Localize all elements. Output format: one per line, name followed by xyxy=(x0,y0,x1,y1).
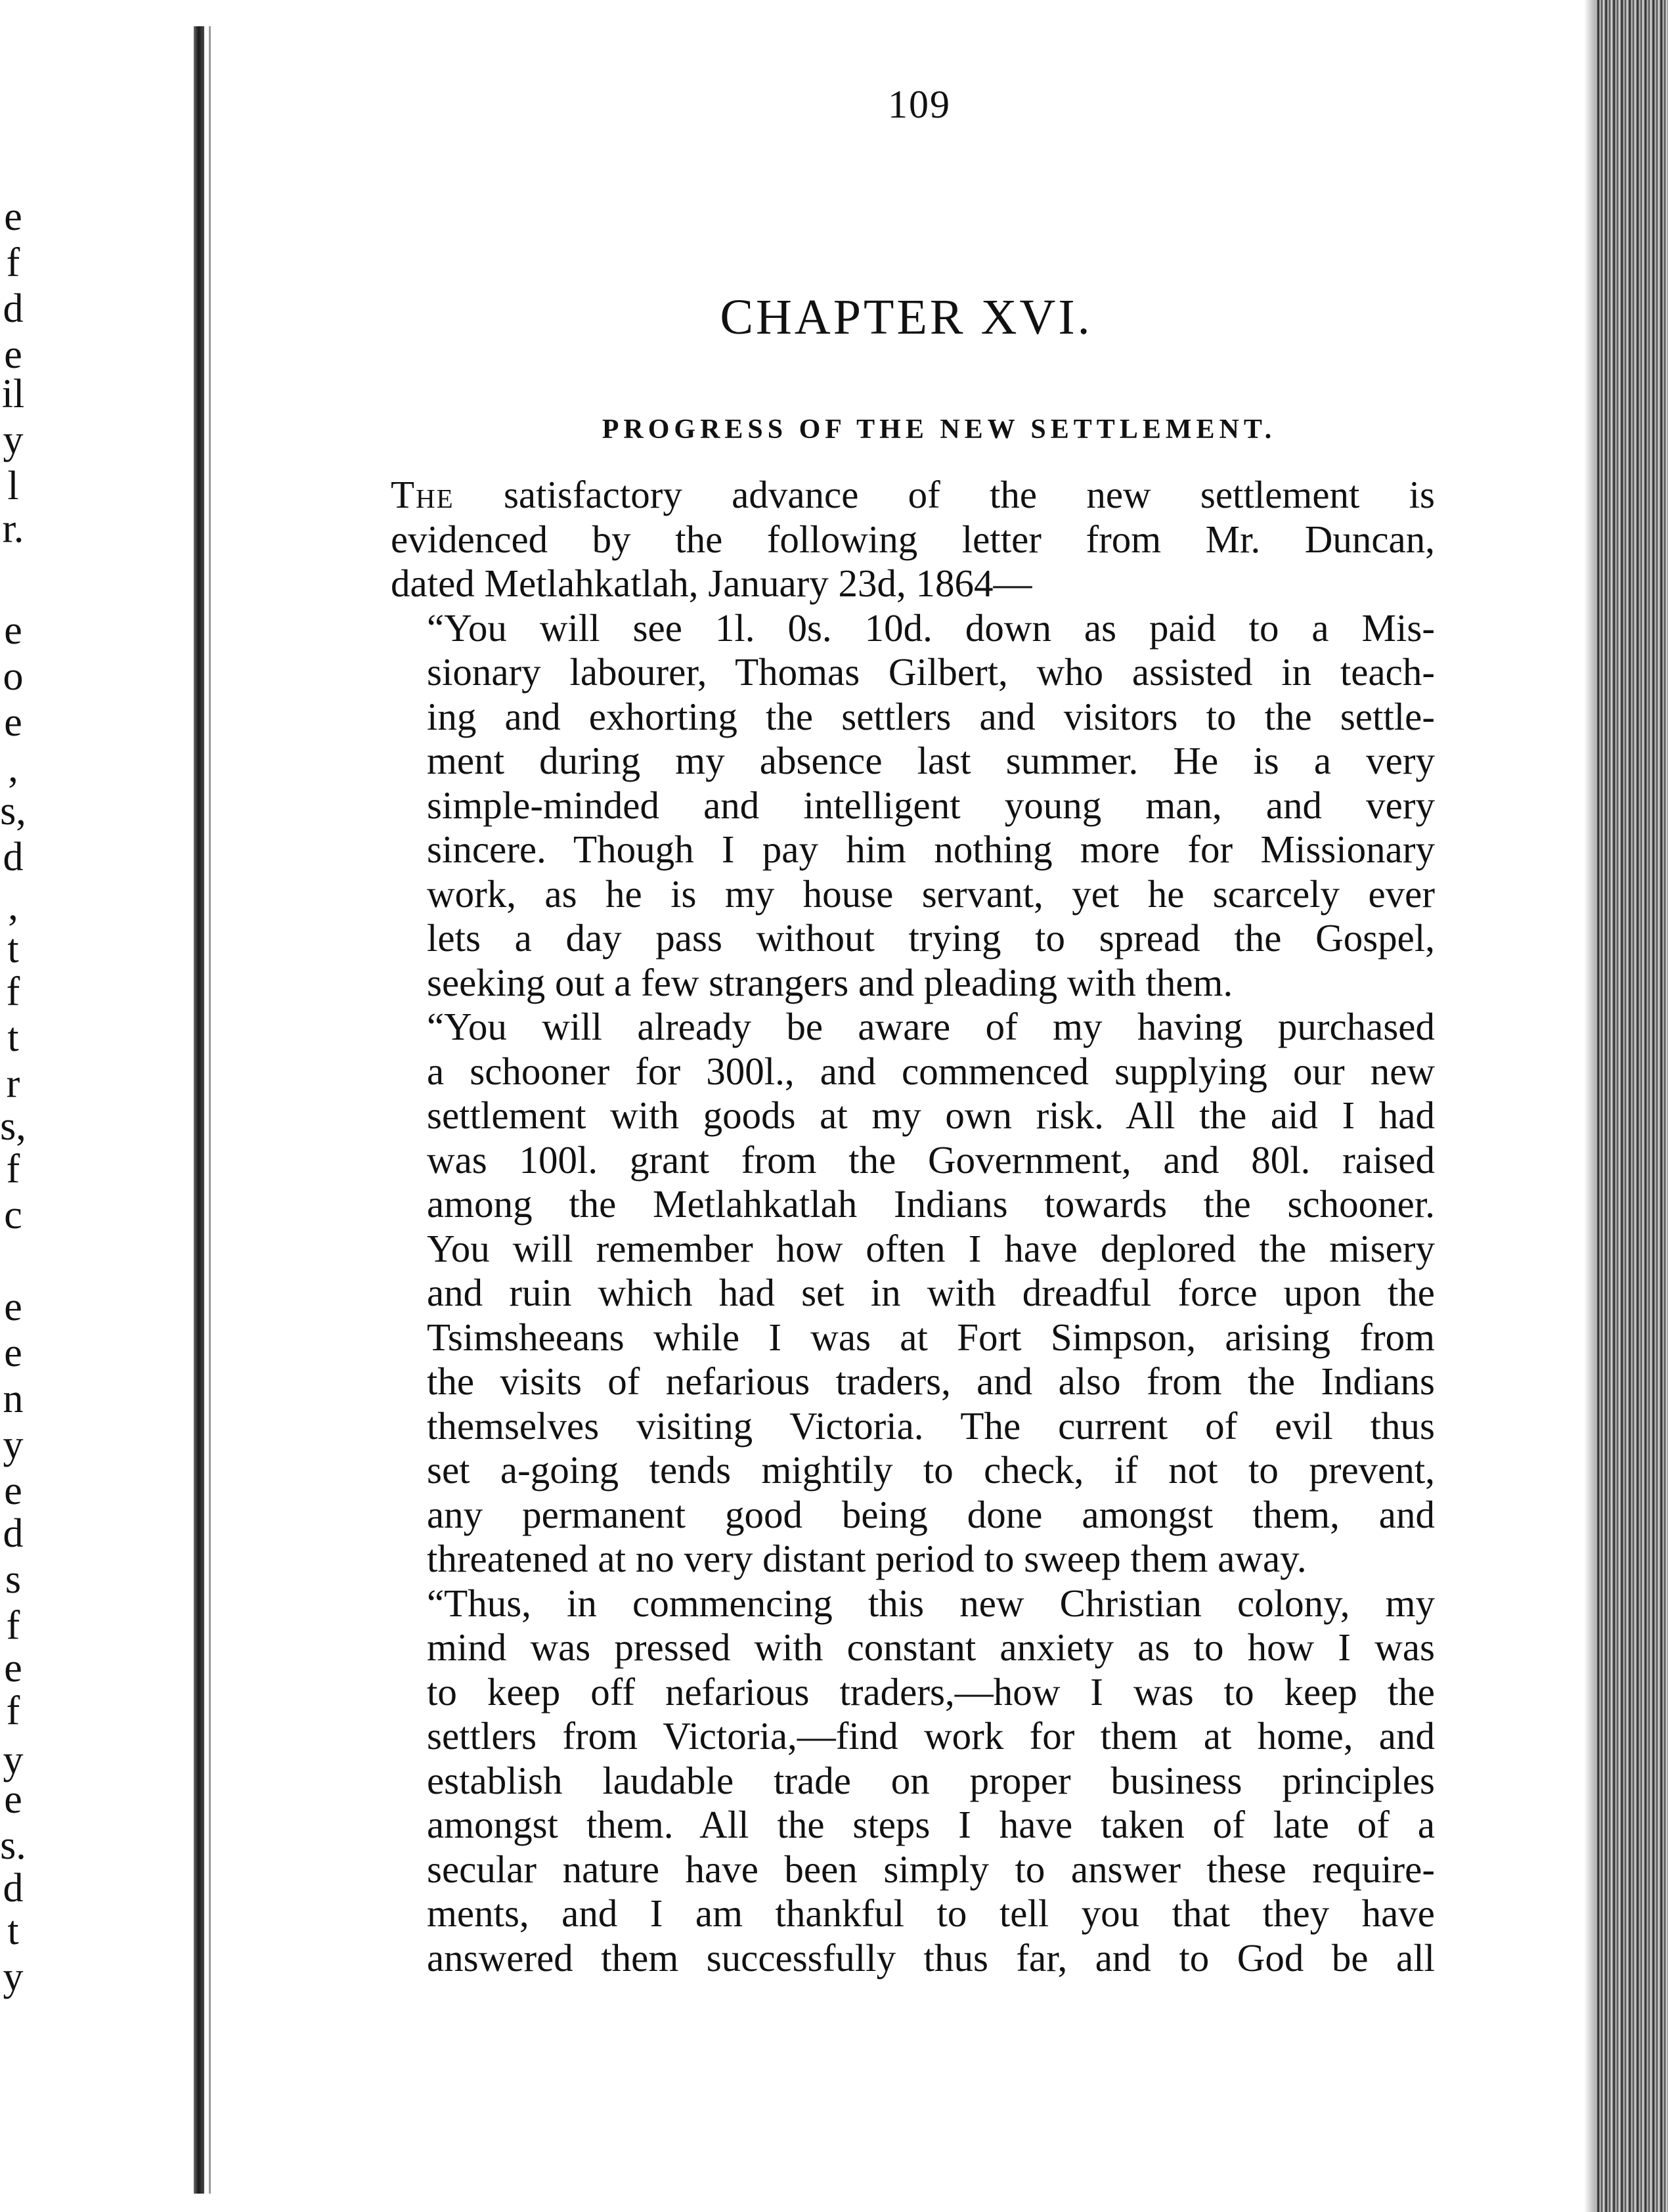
text-line: Tsimsheeans while I was at Fort Simpson, arising from xyxy=(427,1315,1435,1359)
paragraph-2 xyxy=(391,606,1435,1006)
text-line: answered them successfully thus far, and to God be all xyxy=(427,1936,1435,1980)
previous-page-fragment: t xyxy=(7,1015,19,1060)
previous-page-fragment: y xyxy=(3,1423,24,1467)
previous-page-fragment: e xyxy=(4,1646,22,1691)
previous-page-fragment: d xyxy=(3,835,24,879)
previous-page-fragment: e xyxy=(4,1469,22,1513)
text-line: to keep off nefarious traders,—how I was to keep the xyxy=(427,1670,1435,1714)
page-edge-shadow xyxy=(1584,0,1597,2212)
text-line: any permanent good being done amongst them, and xyxy=(427,1492,1435,1536)
text-line: the visits of nefarious traders, and also from the Indians xyxy=(427,1360,1435,1403)
page-gutter xyxy=(194,26,204,2194)
paragraph-1 xyxy=(391,473,1435,606)
paragraph-4 xyxy=(391,1582,1435,1981)
book-page-edges xyxy=(1596,0,1668,2212)
text-line: establish laudable trade on proper business principles xyxy=(427,1758,1435,1802)
previous-page-fragment: e xyxy=(4,1777,22,1822)
text-line: mind was pressed with constant anxiety as to how I was xyxy=(427,1626,1435,1669)
text-line: themselves visiting Victoria. The current of evil thus xyxy=(427,1404,1435,1448)
previous-page-fragment: t xyxy=(7,1909,19,1953)
text-line: ing and exhorting the settlers and visitors to the settle- xyxy=(427,694,1435,738)
previous-page-fragment: d xyxy=(3,1866,24,1911)
paragraph-3 xyxy=(391,1005,1435,1582)
previous-page-fragment: y xyxy=(3,418,24,462)
text-line: evidenced by the following letter from Mr. Duncan, xyxy=(391,517,1435,561)
page-gutter-line xyxy=(209,26,211,2194)
previous-page-fragment: f xyxy=(6,1147,20,1191)
previous-page-fragment: e xyxy=(4,608,22,653)
previous-page-fragment: d xyxy=(3,286,24,331)
text-line: “Thus, in commencing this new Christian colony, my xyxy=(427,1581,1435,1625)
text-line: threatened at no very distant period to sweep them away. xyxy=(427,1537,1307,1580)
text-line: set a-going tends mightily to check, if not to prevent, xyxy=(427,1448,1435,1492)
previous-page-fragment: y xyxy=(3,1738,24,1782)
text-line: settlers from Victoria,—find work for them at home, and xyxy=(427,1714,1435,1758)
previous-page-fragment: r xyxy=(6,1061,20,1106)
previous-page-fragment: y xyxy=(3,1955,24,1999)
text-line: work, as he is my house servant, yet he scarcely ever xyxy=(427,872,1435,916)
previous-page-fragment: s, xyxy=(0,1104,26,1149)
previous-page-fragment: t xyxy=(7,927,19,971)
previous-page-fragment: e xyxy=(4,700,22,745)
text-line: You will remember how often I have deplored the misery xyxy=(427,1226,1435,1270)
text-line: ments, and I am thankful to tell you that they have xyxy=(427,1891,1435,1935)
page-number: 109 xyxy=(888,83,951,126)
previous-page-fragment: f xyxy=(6,1603,20,1648)
previous-page-fragment: f xyxy=(6,240,20,285)
text-line: and ruin which had set in with dreadful force upon the xyxy=(427,1271,1435,1314)
text-line: secular nature have been simply to answer these require- xyxy=(427,1847,1435,1891)
lead-word: The xyxy=(391,473,454,516)
line-text: satisfactory advance of the new settlement is xyxy=(503,473,1435,516)
previous-page-fragment: il xyxy=(1,372,25,416)
text-line: sincere. Though I pay him nothing more for Missionary xyxy=(427,828,1435,871)
text-line: was 100l. grant from the Government, and 80l. raised xyxy=(427,1138,1435,1182)
text-line: lets a day pass without trying to spread the Gospel, xyxy=(427,916,1435,960)
previous-page-fragment: s xyxy=(5,1557,22,1602)
previous-page-fragment: f xyxy=(6,969,20,1014)
text-line: settlement with goods at my own risk. All the aid I had xyxy=(427,1094,1435,1137)
previous-page-fragment: c xyxy=(4,1193,22,1237)
previous-page-fragment: o xyxy=(3,654,24,699)
previous-page-fragment: , xyxy=(8,884,18,929)
text-line: seeking out a few strangers and pleading with them. xyxy=(427,960,1233,1004)
previous-page-fragment: e xyxy=(4,1285,22,1329)
text-line: dated Metlahkatlah, January 23d, 1864— xyxy=(391,562,1032,605)
text-line: a schooner for 300l., and commenced supplying our new xyxy=(427,1049,1435,1093)
previous-page-fragment: , xyxy=(8,746,18,791)
previous-page-fragment: e xyxy=(4,1331,22,1375)
chapter-subtitle: PROGRESS OF THE NEW SETTLEMENT. xyxy=(602,414,1277,445)
previous-page-fragment: f xyxy=(6,1689,20,1733)
text-line: sionary labourer, Thomas Gilbert, who assisted in teach- xyxy=(427,650,1435,694)
previous-page-fragment: e xyxy=(4,332,22,377)
previous-page-edge xyxy=(0,0,26,2212)
previous-page-fragment: l xyxy=(7,464,19,508)
text-line xyxy=(391,473,1435,518)
text-line: amongst them. All the steps I have taken of late of a xyxy=(427,1803,1435,1846)
chapter-title: CHAPTER XVI. xyxy=(720,290,1093,345)
body-text xyxy=(391,473,1435,1980)
previous-page-fragment: r. xyxy=(2,506,24,551)
previous-page-fragment: s. xyxy=(0,1823,26,1868)
previous-page-fragment: d xyxy=(3,1511,24,1556)
text-line: “You will already be aware of my having purchased xyxy=(427,1005,1435,1048)
previous-page-fragment: e xyxy=(4,194,22,239)
text-line: simple-minded and intelligent young man, and very xyxy=(427,783,1435,827)
previous-page-fragment: n xyxy=(3,1377,24,1421)
text-line: “You will see 1l. 0s. 10d. down as paid to a Mis- xyxy=(427,606,1435,650)
previous-page-fragment: s, xyxy=(0,789,26,833)
text-line: among the Metlahkatlah Indians towards the schooner. xyxy=(427,1182,1435,1226)
text-line: ment during my absence last summer. He is a very xyxy=(427,739,1435,782)
